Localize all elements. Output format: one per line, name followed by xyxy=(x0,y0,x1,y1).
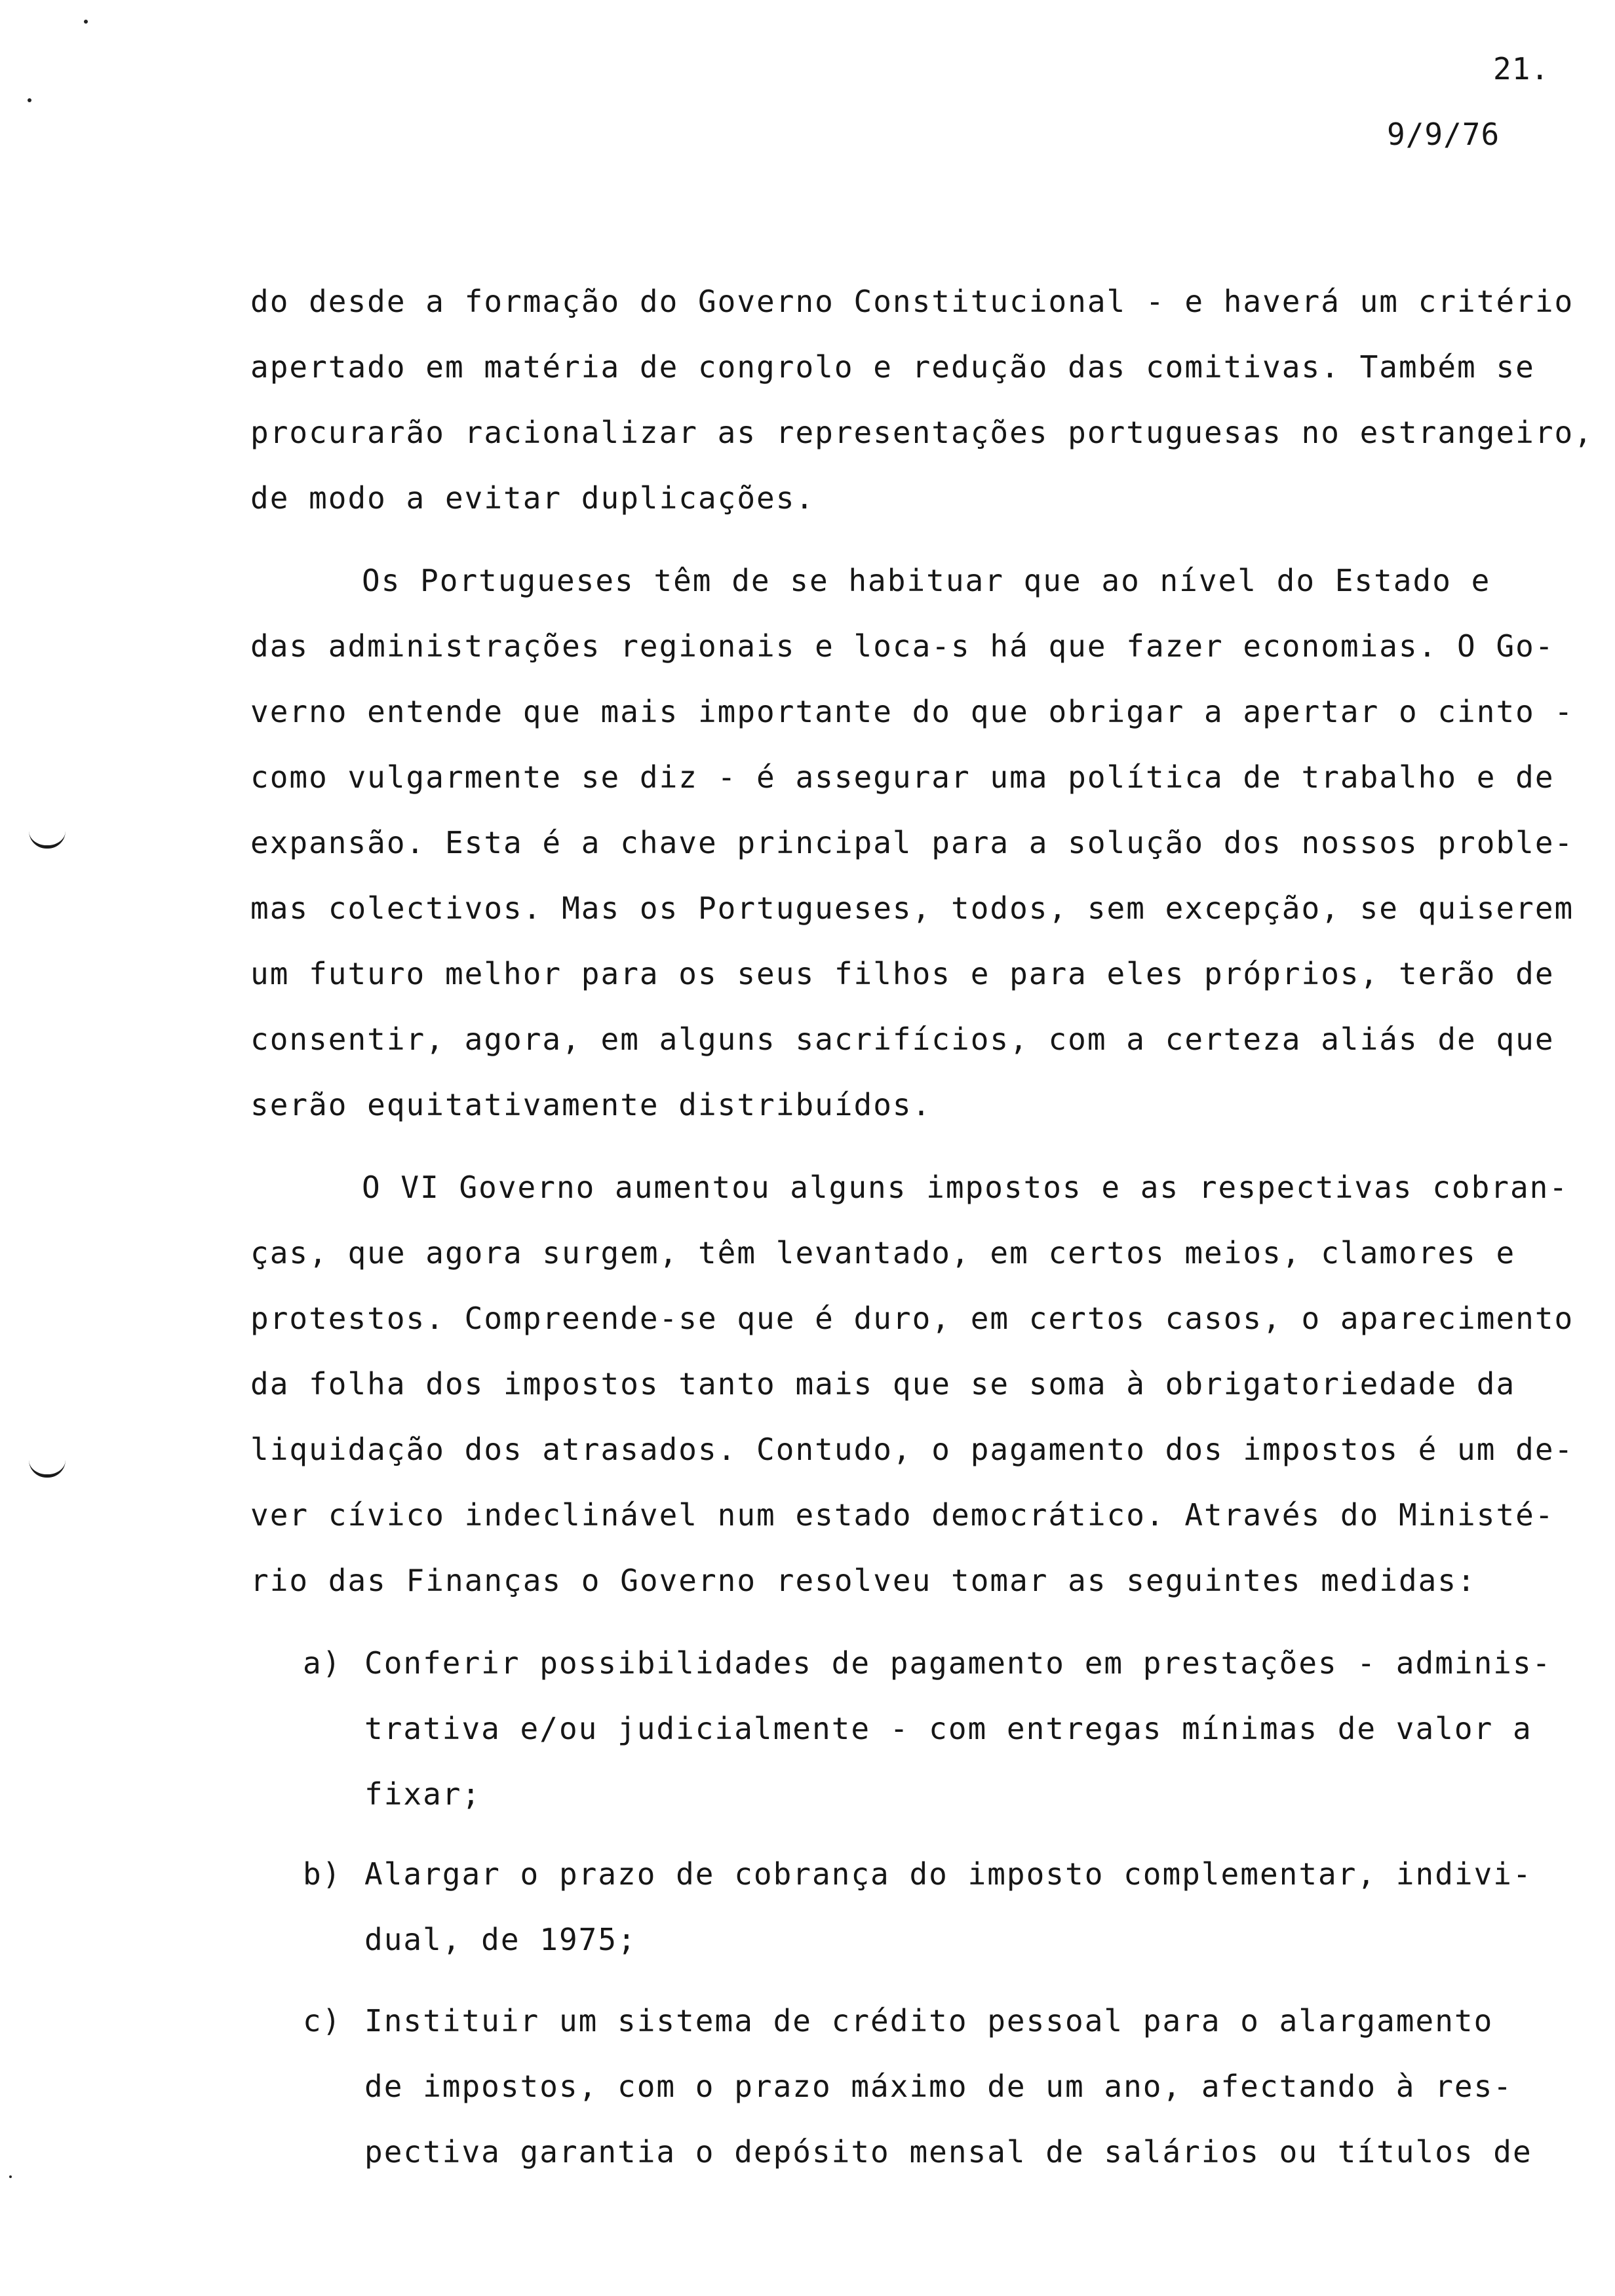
text-line: fixar; xyxy=(364,1776,482,1812)
text-line: expansão. Esta é a chave principal para a solução dos nossos proble- xyxy=(250,825,1574,860)
text-line: dual, de 1975; xyxy=(364,1922,637,1957)
text-line: Os Portugueses têm de se habituar que ao nível do Estado e xyxy=(362,563,1491,598)
text-line: protestos. Compreende-se que é duro, em certos casos, o aparecimento xyxy=(250,1301,1574,1336)
text-line: de impostos, com o prazo máximo de um ano, afectando à res- xyxy=(364,2069,1513,2104)
text-line: do desde a formação do Governo Constitucional - e haverá um critério xyxy=(250,284,1574,319)
text-line: Conferir possibilidades de pagamento em prestações - adminis- xyxy=(364,1645,1552,1681)
text-line: rio das Finanças o Governo resolveu tomar as seguintes medidas: xyxy=(250,1563,1477,1598)
text-line: um futuro melhor para os seus filhos e para eles próprios, terão de xyxy=(250,956,1555,991)
text-line: pectiva garantia o depósito mensal de salários ou títulos de xyxy=(364,2134,1532,2170)
text-line: Instituir um sistema de crédito pessoal para o alargamento xyxy=(364,2003,1494,2038)
list-marker: c) xyxy=(303,2003,342,2038)
list-marker: a) xyxy=(303,1645,342,1681)
text-line: liquidação dos atrasados. Contudo, o pagamento dos impostos é um de- xyxy=(250,1432,1574,1467)
text-line: ças, que agora surgem, têm levantado, em certos meios, clamores e xyxy=(250,1235,1516,1271)
text-line: procurarão racionalizar as representações portuguesas no estrangeiro, xyxy=(250,415,1593,450)
text-line: Alargar o prazo de cobrança do imposto complementar, indivi- xyxy=(364,1856,1532,1892)
text-line: ver cívico indeclinável num estado democrático. Através do Ministé- xyxy=(250,1497,1555,1533)
margin-mark xyxy=(29,831,66,849)
text-line: de modo a evitar duplicações. xyxy=(250,480,815,516)
text-line: consentir, agora, em alguns sacrifícios, com a certeza aliás de que xyxy=(250,1022,1555,1057)
text-line: trativa e/ou judicialmente - com entregas mínimas de valor a xyxy=(364,1711,1532,1746)
text-line: serão equitativamente distribuídos. xyxy=(250,1087,932,1122)
text-line: das administrações regionais e loca-s há que fazer economias. O Go- xyxy=(250,628,1555,664)
text-line: como vulgarmente se diz - é assegurar uma política de trabalho e de xyxy=(250,759,1555,795)
margin-mark xyxy=(29,1460,66,1478)
scan-speck xyxy=(84,20,88,24)
text-line: verno entende que mais importante do que obrigar a apertar o cinto - xyxy=(250,694,1574,729)
scan-speck xyxy=(28,98,31,102)
text-line: da folha dos impostos tanto mais que se soma à obrigatoriedade da xyxy=(250,1366,1516,1402)
text-line: apertado em matéria de congrolo e redução das comitivas. Também se xyxy=(250,349,1535,385)
scan-speck xyxy=(9,2175,12,2178)
page-date: 9/9/76 xyxy=(1387,117,1500,152)
list-marker: b) xyxy=(303,1856,342,1892)
text-line: mas colectivos. Mas os Portugueses, todos, sem excepção, se quiserem xyxy=(250,890,1574,926)
page-number: 21. xyxy=(1493,51,1550,86)
text-line: O VI Governo aumentou alguns impostos e as respectivas cobran- xyxy=(362,1170,1569,1205)
